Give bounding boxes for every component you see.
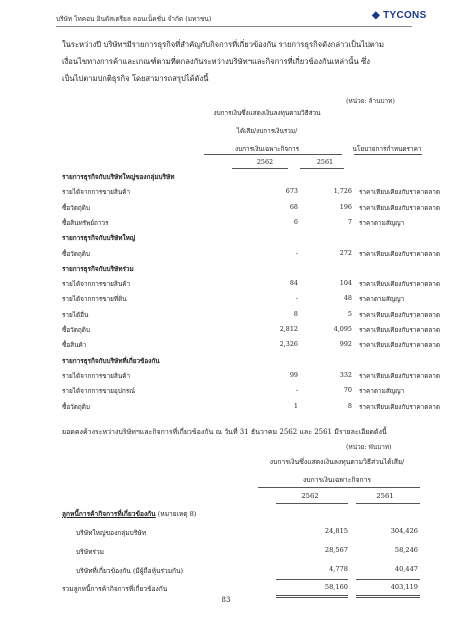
table1-pricing-policy: ราคาเทียบเคียงกับราคาตลาด	[359, 371, 441, 380]
table1-col-header-line1: งบการเงินซึ่งแสดงเงินลงทุนตามวิธีส่วน	[213, 109, 321, 117]
table1-year-2562: 2562	[256, 158, 274, 166]
table1-value-2562: 6	[293, 217, 298, 226]
table1-value-2561: 4,095	[333, 325, 352, 333]
table1-value-2561: 104	[339, 279, 352, 288]
table2-value-2562: 4,778	[329, 565, 348, 573]
table1-pricing-policy: ราคาเทียบเคียงกับราคาตลาด	[359, 310, 441, 319]
table2-row-label: บริษัทใหญ่ของกลุ่มบริษัท	[76, 529, 147, 537]
table1-value-2562: -	[295, 294, 298, 303]
table1-pricing-policy: ราคาเทียบเคียงกับราคาตลาด	[359, 188, 441, 197]
table2-subtotal-rule	[276, 579, 348, 580]
table1-row-label: รายได้จากการขายสินค้า	[62, 280, 131, 289]
table1-value-2561: 5	[347, 309, 352, 318]
table1-row-label: รายได้อื่น	[62, 310, 89, 319]
table1-row	[62, 386, 422, 398]
table1-pricing-policy: ราคาเทียบเคียงกับราคาตลาด	[359, 203, 441, 212]
table1-value-2562: 8	[293, 309, 298, 318]
table1-value-2562: 84	[289, 279, 298, 288]
table1-value-2562: 68	[289, 202, 298, 211]
table1-pricing-policy: ราคาเทียบเคียงกับราคาตลาด	[359, 249, 441, 258]
table1-section-row	[62, 264, 422, 276]
table2-col-header-line2: งบการเงินเฉพาะกิจการ	[302, 476, 372, 484]
page-number: 83	[221, 596, 231, 604]
table2-row	[62, 565, 422, 579]
intro-line: เงื่อนไขทางการค้าและเกณฑ์ตามที่ตกลงกันระหว่างบริษัทฯและกิจการที่เกี่ยวข้องกันเหล่านั้น ซึ่ง	[62, 57, 370, 66]
table1-row-label: รายการธุรกิจกับบริษัทใหญ่ของกลุ่มบริษัท	[62, 173, 175, 181]
table2-section-note: (หมายเหตุ 8)	[155, 510, 197, 518]
table2-row	[62, 546, 422, 560]
table2-value-2561: 58,246	[394, 546, 418, 554]
table2-value-2562: 28,567	[324, 546, 348, 554]
intro-paragraph	[62, 36, 412, 87]
table1-row-label: รายได้จากการขายสินค้า	[62, 371, 131, 380]
table1-value-2562: -	[295, 248, 298, 257]
table1-pricing-policy: ราคาเทียบเคียงกับราคาตลาด	[359, 341, 441, 350]
table1-col-header-line2: ได้เสีย/งบการเงินรวม/	[236, 127, 298, 135]
table2-total-label: รวมลูกหนี้การค้ากิจการที่เกี่ยวข้องกัน	[62, 585, 168, 593]
table2-col-header-line1: งบการเงินซึ่งแสดงเงินลงทุนตามวิธีส่วนได้เสีย/	[269, 458, 405, 466]
table1-row-label: ซื้อวัตถุดิบ	[62, 326, 90, 334]
table1-row-label: ซื้อสินค้า	[62, 341, 87, 350]
header-rule	[56, 26, 412, 27]
table1-unit: (หน่วย: ล้านบาท)	[346, 97, 395, 105]
table1-row	[62, 309, 441, 322]
table1-value-2561: 70	[343, 386, 352, 395]
table1-row-label: ซื้อวัตถุดิบ	[62, 203, 90, 212]
table1-row-label: รายการธุรกิจกับบริษัทที่เกี่ยวข้องกัน	[62, 356, 160, 365]
table1-pricing-policy: ราคาตามสัญญา	[359, 295, 405, 304]
table1-section-row	[62, 356, 422, 368]
logo-mark-icon: ◆	[372, 10, 384, 21]
table1-value-2562: 2,812	[279, 325, 298, 333]
table1-row	[62, 248, 441, 261]
balance-intro: ยอดคงค้างระหว่างบริษัทฯและกิจการที่เกี่ยวข้องกัน ณ วันที่ 31 ธันวาคม 2562 และ 2561 มีรายละเอียดดังนี้	[62, 428, 387, 436]
table1-row	[62, 370, 441, 383]
table1-value-2561: 992	[339, 340, 352, 349]
table1-policy-header: นโยบายการกำหนดราคา	[352, 145, 422, 153]
table1-value-2562: 673	[285, 187, 298, 196]
table1-value-2561: 7	[347, 217, 352, 226]
table2-value-2561: 304,426	[390, 527, 418, 535]
intro-line: ในระหว่างปี บริษัทฯมีรายการธุรกิจที่สำคัญกับกิจการที่เกี่ยวข้องกัน รายการธุรกิจดังกล่าวเป็นไปตาม	[62, 40, 385, 49]
table1-row	[62, 279, 441, 291]
table2-unit: (หน่วย: พันบาท)	[346, 443, 392, 451]
table1-row-label: รายได้จากการขายสินค้า	[62, 188, 131, 197]
table1-row	[62, 401, 441, 414]
table1-row	[62, 202, 441, 215]
logo-text: TYCONS	[383, 10, 427, 21]
company-header: บริษัท ไทคอน อินดัสเตรียล คอนเน็คชั่น จำกัด (มหาชน)	[56, 15, 212, 23]
table1-year-2561: 2561	[316, 158, 334, 166]
table1-value-2561: 272	[339, 248, 352, 257]
table2-total-2562: 58,160	[324, 583, 348, 591]
table2-section-row	[62, 508, 422, 522]
table1-value-2562: 1	[293, 401, 298, 410]
table2-year-2562: 2562	[301, 492, 319, 500]
table1-row-label: รายได้จากการขายที่ดิน	[62, 295, 127, 304]
table1-section-row	[62, 172, 422, 184]
table1-value-2561: 196	[339, 202, 352, 211]
table2-year-2561: 2561	[376, 492, 394, 500]
table1-year-rule	[232, 168, 288, 169]
table2-row-label: บริษัทร่วม	[76, 548, 105, 556]
table2-total-2561: 403,119	[390, 583, 418, 591]
table1-row-label: ซื้อวัตถุดิบ	[62, 402, 90, 411]
table2-row-label: บริษัทที่เกี่ยวข้องกัน (มีผู้ถือหุ้นร่วมกัน)	[76, 567, 184, 575]
table1-row	[62, 340, 441, 352]
table1-value-2561: 1,726	[333, 187, 352, 196]
table1-value-2562: -	[295, 386, 298, 395]
table1-policy-rule	[354, 154, 422, 155]
table1-row	[62, 187, 441, 199]
table2-value-2562: 24,815	[324, 527, 348, 535]
table1-value-2561: 332	[339, 370, 352, 379]
table1-row-label: ซื้อวัตถุดิบ	[62, 249, 90, 258]
table1-row-label: รายการธุรกิจกับบริษัทใหญ่	[62, 234, 136, 243]
intro-line: เป็นไปตามปกติธุรกิจ โดยสามารถสรุปได้ดังนี้	[62, 74, 209, 83]
table1-value-2562: 99	[289, 370, 298, 379]
table1-header-rule	[204, 154, 342, 155]
table1-row	[62, 294, 422, 306]
table1-row	[62, 325, 441, 337]
table1-pricing-policy: ราคาเทียบเคียงกับราคาตลาด	[359, 402, 441, 411]
table1-row-label: รายได้จากการขายอุปกรณ์	[62, 387, 136, 396]
table1-value-2561: 8	[347, 401, 352, 410]
table1-value-2561: 48	[343, 294, 352, 303]
table2-section-label: ลูกหนี้การค้ากิจการที่เกี่ยวข้องกัน	[62, 510, 156, 518]
table1-year-rule	[300, 168, 344, 169]
table1-col-header-line3: งบการเงินเฉพาะกิจการ	[234, 145, 299, 153]
table1-row-label: รายการธุรกิจกับบริษัทร่วม	[62, 264, 134, 273]
table2-header-rule	[258, 487, 420, 488]
table1-row-label: ซื้อสินทรัพย์ถาวร	[62, 218, 109, 227]
table2-year-rule	[356, 503, 420, 504]
table2-value-2561: 40,447	[394, 565, 418, 573]
table1-value-2562: 2,326	[279, 340, 298, 349]
table2-year-rule	[276, 503, 348, 504]
table1-row	[62, 218, 422, 230]
table1-pricing-policy: ราคาเทียบเคียงกับราคาตลาด	[359, 280, 441, 289]
table1-pricing-policy: ราคาตามสัญญา	[359, 387, 405, 396]
table2-row	[62, 527, 422, 541]
table1-section-row	[62, 233, 422, 245]
table1-pricing-policy: ราคาตามสัญญา	[359, 218, 405, 227]
table1-pricing-policy: ราคาเทียบเคียงกับราคาตลาด	[359, 326, 441, 334]
company-logo	[372, 10, 427, 21]
table2-subtotal-rule	[356, 579, 420, 580]
